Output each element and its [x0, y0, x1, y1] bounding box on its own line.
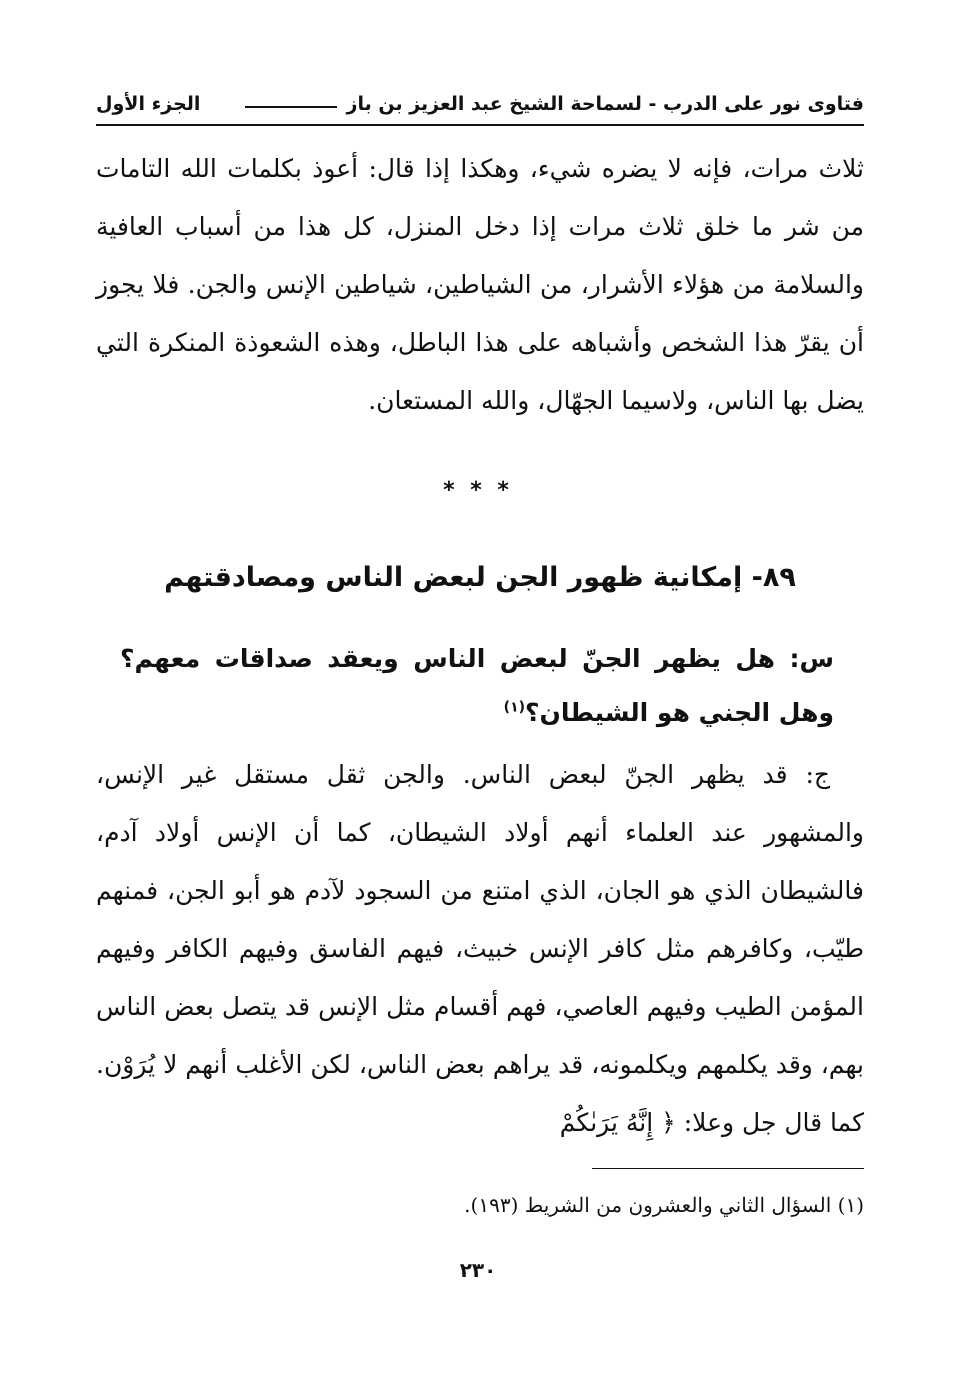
section-separator: * * *: [443, 478, 513, 503]
footnote-text: (١) السؤال الثاني والعشرون من الشريط (١٩٣).: [464, 1193, 864, 1217]
question-text: [120, 632, 834, 740]
answer-body: قد يظهر الجنّ لبعض الناس. والجن ثقل مستقل غير الإنس، والمشهور عند العلماء أنهم أولاد الشيطان، كما أن الإنس أولاد آدم، فالشيطان الذي هو الجان، الذي امتنع من السجود لآدم هو أبو الجن، فمنهم طيّب، وكافرهم مثل كافر الإنس خبيث، فيهم الفاسق وفيهم الكافر وفيهم المؤمن الطيب وفيهم العاصي، فهم أقسام مثل الإنس قد يتصل بعض الناس بهم، وقد يكلمهم ويكلمونه، قد يراهم بعض الناس، لكن الأغلب أنهم لا يُرَوْن. كما قال جل وعلا: ﴿ إِنَّهُ يَرَىٰكُمْ: [96, 760, 864, 1137]
answer-lead: ج:: [805, 760, 830, 789]
book-title: فتاوى نور على الدرب - لسماحة الشيخ عبد العزيز بن باز: [346, 93, 864, 115]
volume-label: الجزء الأول: [96, 93, 201, 115]
section-title: ٨٩- إمكانية ظهور الجن لبعض الناس ومصادقتهم: [164, 562, 796, 593]
footnote-reference: (١): [503, 699, 526, 716]
answer-paragraph: [96, 746, 864, 1152]
footnote-divider: [592, 1168, 864, 1169]
continuation-paragraph: ثلاث مرات، فإنه لا يضره شيء، وهكذا إذا قال: أعوذ بكلمات الله التامات من شر ما خلق ثلاث مرات إذا دخل المنزل، كل هذا من أسباب العافية والسلامة من هؤلاء الأشرار، من الشياطين، شياطين الإنس والجن. فلا يجوز أن يقرّ هذا الشخص وأشباهه على هذا الباطل، وهذه الشعوذة المنكرة التي يضل بها الناس، ولاسيما الجهّال، والله المستعان.: [96, 154, 864, 415]
page-number: ٢٣٠: [459, 1258, 497, 1282]
running-header: [96, 84, 864, 124]
header-divider: [96, 124, 864, 126]
question-body: س: هل يظهر الجنّ لبعض الناس ويعقد صداقات معهم؟ وهل الجني هو الشيطان؟: [120, 644, 834, 727]
header-dash-rule: [245, 106, 337, 108]
